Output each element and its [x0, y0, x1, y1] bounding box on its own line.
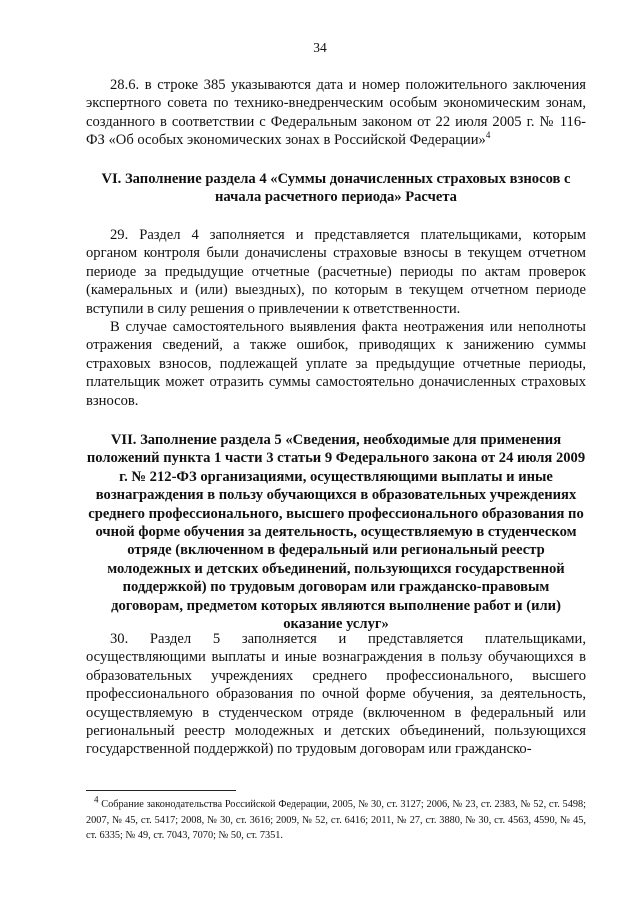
paragraph-30: 30. Раздел 5 заполняется и представляется плательщиками, осуществляющими выплаты и иные вознаграждения в пользу обучающихся в образовательных учреждениях среднего профессионального, высшего профессионального образования по очной форме обучения, за деятельность, осуществляемую в студенческом отряде (включенном в федеральный или региональный реестр молодежных и детских объединений, пользующихся государственной поддержкой) по трудовым договорам или гражданско- — [86, 631, 586, 758]
paragraph-28-6 — [86, 76, 586, 150]
footnote-mark: 4 — [94, 794, 99, 805]
section-7-heading: VII. Заполнение раздела 5 «Сведения, необходимые для применения положений пункта 1 части 3 статьи 9 Федерального закона от 24 июля 2009 г. № 212-ФЗ организациями, осуществляющими выплаты и иные вознаграждения в пользу обучающихся в образовательных учреждениях среднего профессионального, высшего профессионального образования по очной форме обучения за деятельность, осуществляемую в студенческом отряде (включенном в федеральный или региональный реестр молодежных и детских объединений, пользующихся государственной поддержкой) по трудовым договорам или гражданско-правовым договорам, предметом которых являются выполнение работ и (или) оказание услуг» — [86, 432, 586, 633]
page-number: 34 — [313, 40, 327, 55]
footnote-text: Собрание законодательства Российской Федерации, 2005, № 30, ст. 3127; 2006, № 23, ст. 2383, № 52, ст. 5498; 2007, № 45, ст. 5417; 2008, № 30, ст. 3616; 2009, № 52, ст. 6416; 2011, № 27, ст. 3880, № 30, ст. 4563, 4590, № 45, ст. 6335; № 49, ст. 7043, 7070; № 50, ст. 7351. — [86, 799, 587, 841]
paragraph-28-6-text: 28.6. в строке 385 указываются дата и номер положительного заключения экспертного совета по технико-внедренческим особым экономическим зонам, созданного в соответствии с Федеральным законом от 22 июля 2005 г. № 116-ФЗ «Об особых экономических зонах в Российской Федерации» — [86, 77, 586, 149]
paragraph-29-continued: В случае самостоятельного выявления факта неотражения или неполноты отражения сведений, а также ошибок, приводящих к занижению суммы страховых взносов, подлежащей уплате за предыдущие отчетные периоды, плательщик может отразить суммы самостоятельно доначисленных страховых взносов. — [86, 319, 586, 409]
footnote-reference: 4 — [485, 130, 491, 141]
paragraph-29: 29. Раздел 4 заполняется и представляется плательщиками, которым органом контроля были доначислены страховые взносы в текущем отчетном периоде за предыдущие отчетные (расчетные) периоды по актам проверок (камеральных и (или) выездных), по которым в текущем отчетном периоде вступили в силу решения о привлечении к ответственности. — [86, 227, 586, 317]
footnote — [86, 794, 587, 844]
section-6-heading: VI. Заполнение раздела 4 «Суммы доначисленных страховых взносов с начала расчетного периода» Расчета — [101, 171, 571, 206]
footnote-separator — [86, 790, 236, 791]
